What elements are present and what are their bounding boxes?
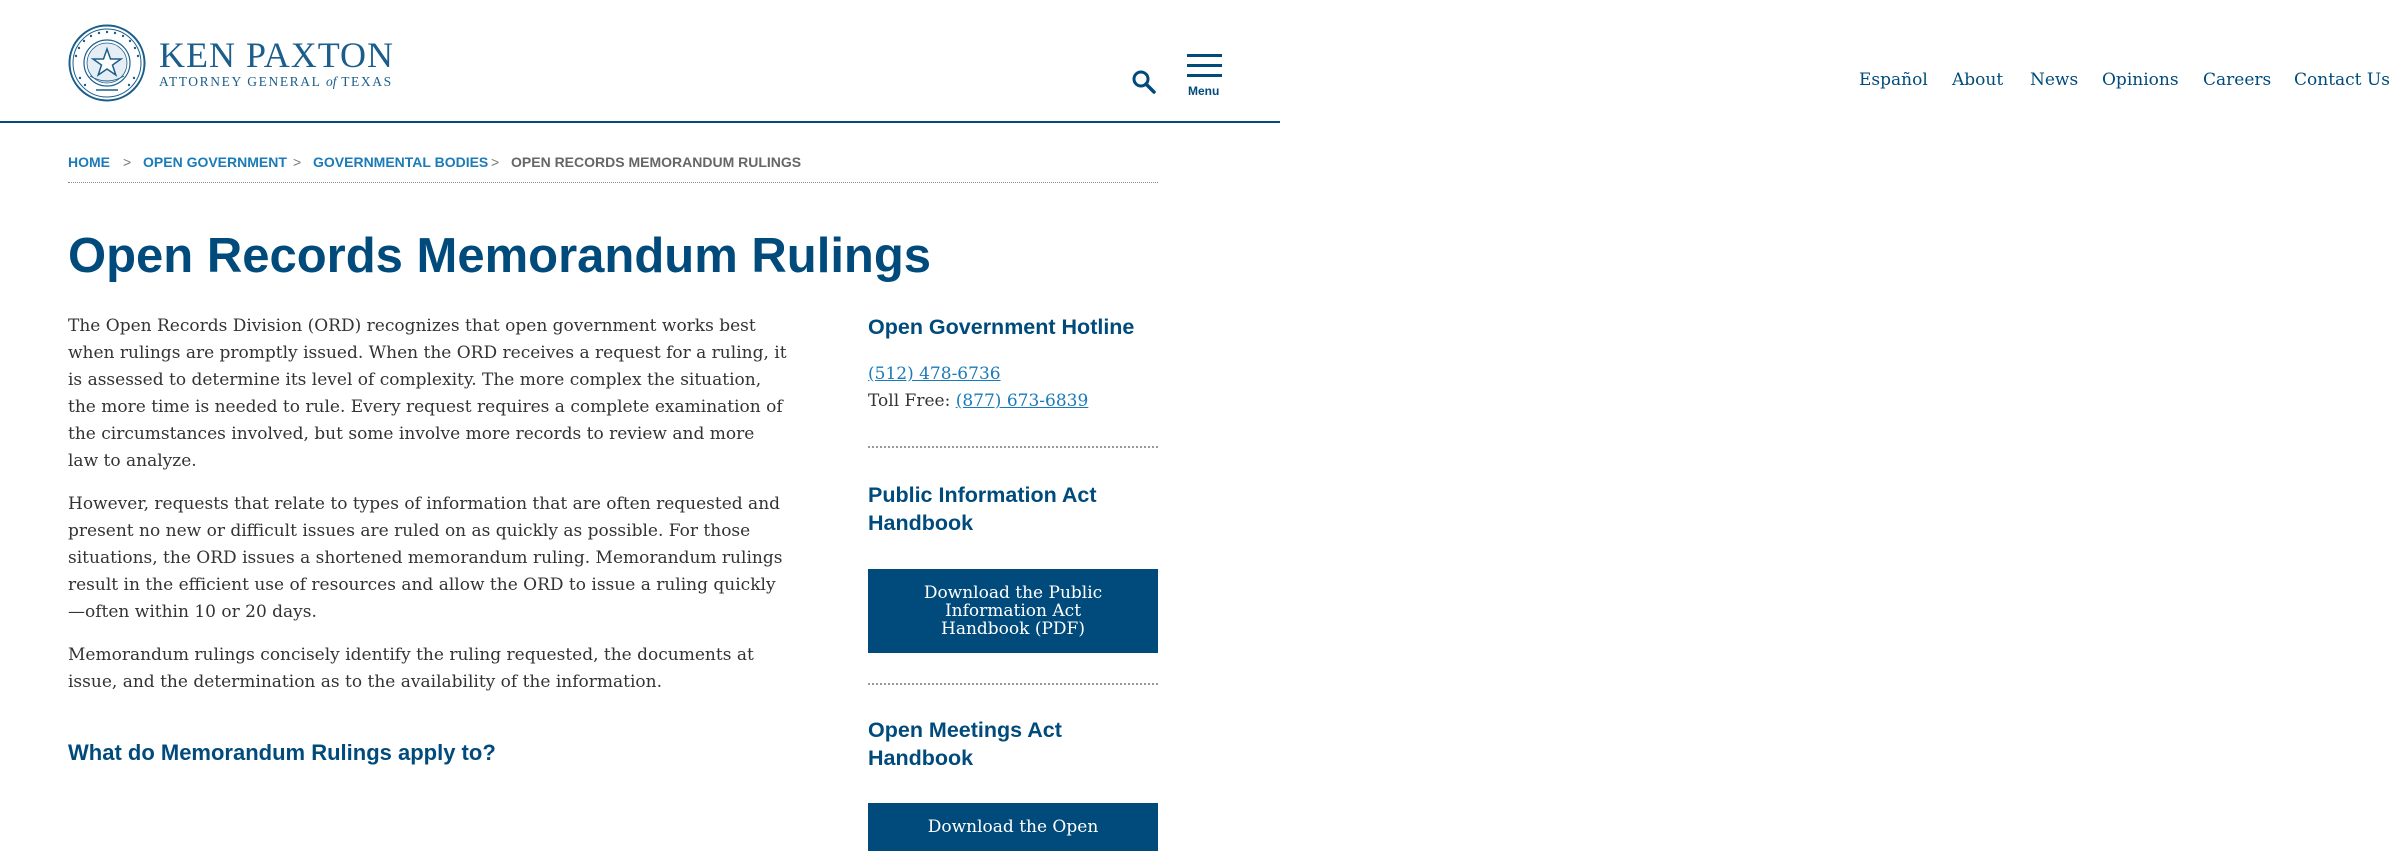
breadcrumb-open-government[interactable]: OPEN GOVERNMENT [143, 154, 287, 170]
logo-subtitle-of: of [325, 73, 337, 89]
breadcrumb [68, 154, 1158, 183]
hotline-phone-link[interactable]: (512) 478-6736 [868, 364, 1001, 384]
breadcrumb-governmental-bodies[interactable]: GOVERNMENTAL BODIES [313, 154, 489, 170]
site-header [0, 0, 2390, 123]
nav-item-espanol[interactable]: Español [1859, 70, 1928, 90]
breadcrumb-separator: > [293, 154, 302, 170]
oma-handbook-heading: Open Meetings Act Handbook [868, 718, 1062, 770]
site-logo[interactable] [68, 24, 394, 102]
pia-handbook-heading: Public Information Act Handbook [868, 483, 1097, 535]
nav-item-contact-us[interactable]: Contact Us [2294, 70, 2390, 90]
logo-subtitle-pre: ATTORNEY GENERAL [159, 73, 321, 89]
attorney-general-seal-icon [68, 24, 146, 102]
toll-free-label: Toll Free: [868, 391, 956, 411]
logo-subtitle-post: TEXAS [341, 73, 393, 89]
breadcrumb-separator: > [491, 154, 500, 170]
nav-item-careers[interactable]: Careers [2203, 70, 2272, 90]
download-pia-handbook-button[interactable]: Download the Public Information Act Handbook (PDF) [868, 569, 1158, 653]
toll-free-phone-link[interactable]: (877) 673-6839 [955, 391, 1089, 411]
body-paragraph: However, requests that relate to types of information that are often requested and present no new or difficult issues are ruled on as quickly as possible. For those situations, the ORD issues a shortened memorandum ruling. Memorandum rulings result in the efficient use of resources and allow the ORD to issue a ruling quickly—often within 10 or 20 days. [68, 494, 783, 622]
logo-name: KEN PAXTON [159, 34, 395, 75]
nav-item-about[interactable]: About [1952, 70, 2004, 90]
download-oma-handbook-button[interactable]: Download the Open [868, 803, 1158, 851]
logo-text [159, 34, 395, 90]
sidebar [868, 313, 1158, 851]
hotline-toll-free-line [868, 388, 1158, 415]
search-button[interactable] [1131, 69, 1157, 95]
logo-subtitle [159, 74, 394, 90]
menu-label: Menu [1188, 84, 1220, 98]
breadcrumb-home[interactable]: HOME [68, 154, 110, 170]
hotline-heading: Open Government Hotline [868, 315, 1135, 339]
hotline-phone-line [868, 361, 1158, 388]
body-paragraph: The Open Records Division (ORD) recognizes that open government works best when rulings are promptly issued. When the ORD receives a request for a ruling, it is assessed to determine its level of complexity. The more complex the situation, the more time is needed to rule. Every request requires a complete examination of the circumstances involved, but some involve more records to review and more law to analyze. [68, 316, 787, 471]
body-paragraph: Memorandum rulings concisely identify the ruling requested, the documents at issue, and the determination as to the availability of the information. [68, 645, 754, 692]
menu-button[interactable] [1187, 54, 1223, 98]
breadcrumb-current: OPEN RECORDS MEMORANDUM RULINGS [511, 154, 802, 170]
section-heading: What do Memorandum Rulings apply to? [68, 740, 496, 765]
search-icon [1131, 69, 1157, 95]
main-content [68, 313, 788, 766]
nav-item-news[interactable]: News [2030, 70, 2079, 90]
breadcrumb-separator: > [123, 154, 132, 170]
page-title: Open Records Memorandum Rulings [68, 229, 932, 283]
nav-item-opinions[interactable]: Opinions [2102, 70, 2179, 90]
